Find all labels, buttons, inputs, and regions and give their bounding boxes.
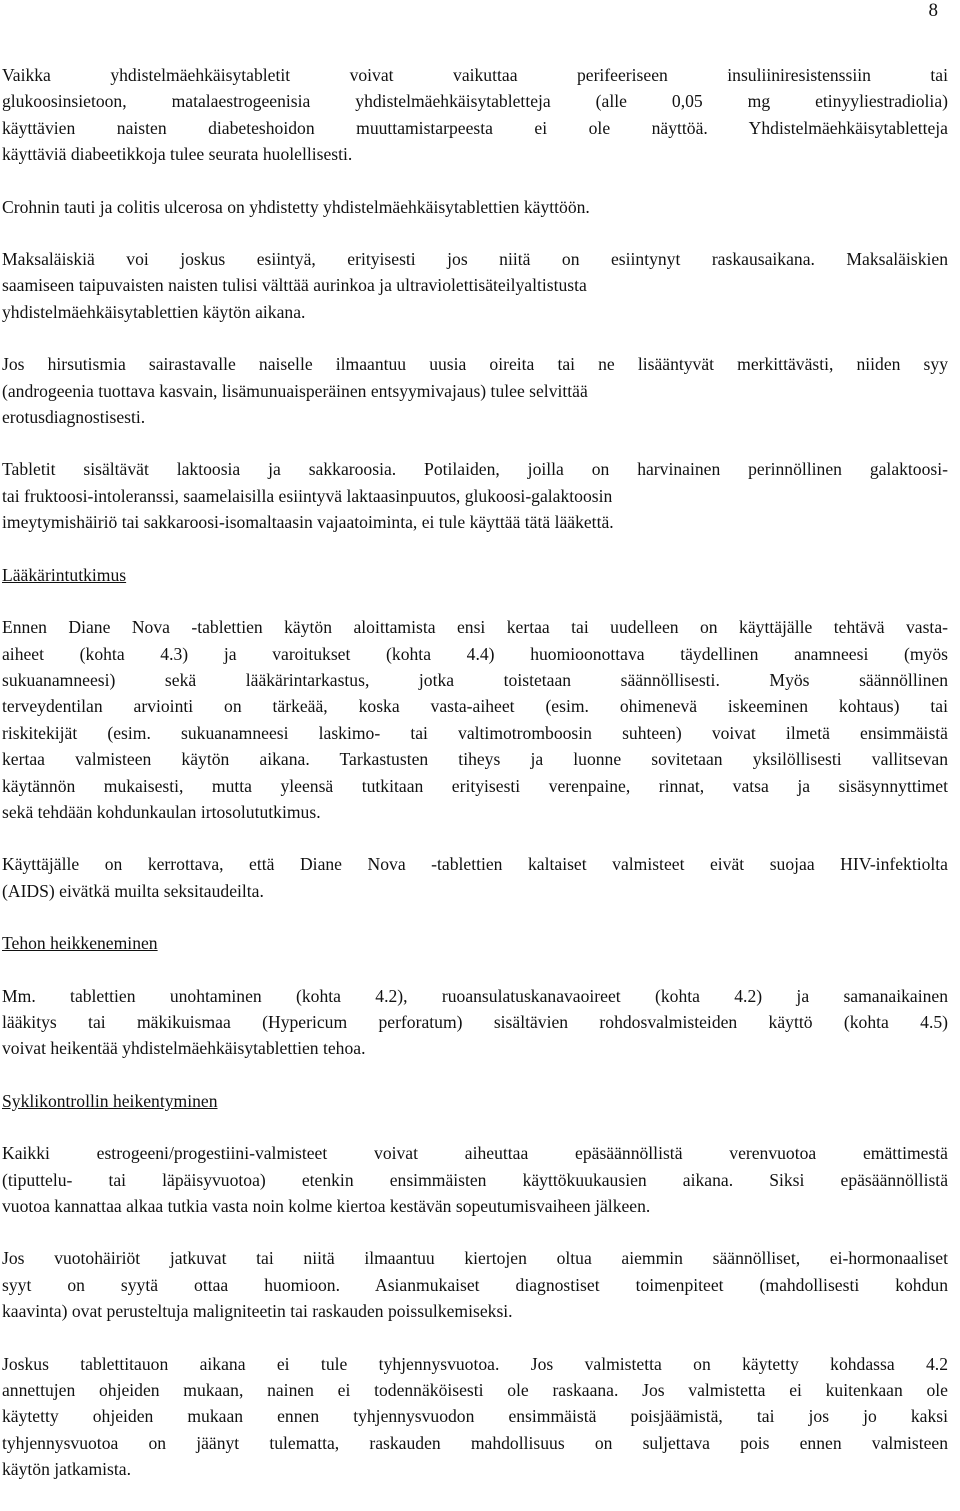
paragraph-tyhjennysvuoto <box>2 1351 948 1483</box>
text-line: Jos vuotohäiriöt jatkuvat tai niitä ilmaantuu kiertojen oltua aiemmin säännölliset, ei-hormonaaliset <box>2 1248 948 1269</box>
text-line: vuotoa kannattaa alkaa tutkia vasta noin kolme kiertoa kestävän sopeutumisvaiheen jälkeen. <box>2 1196 651 1216</box>
text-line: riskitekijät (esim. sukuanamneesi laskimo- tai valtimotromboosin suhteen) voivat ilmetä ensimmäistä <box>2 722 948 743</box>
text-line: käytännön mukaisesti, mutta yleensä tutkitaan erityisesti verenpaine, rinnat, vatsa ja sisäsynnyttimet <box>2 775 948 796</box>
section-heading-syklikontrolli: Syklikontrollin heikentyminen <box>2 1090 218 1111</box>
text-line: Mm. tablettien unohtaminen (kohta 4.2), ruoansulatuskanavaoireet (kohta 4.2) ja samanaikainen <box>2 985 948 1006</box>
text-line: Jos hirsutismia sairastavalle naiselle ilmaantuu uusia oireita tai ne lisääntyvät merkittävästi, niiden syy <box>2 354 948 375</box>
text-line: lääkitys tai mäkikuismaa (Hypericum perforatum) sisältävien rohdosvalmisteiden käyttö (kohta 4.5) <box>2 1011 948 1032</box>
text-line: Käyttäjälle on kerrottava, että Diane Nova -tablettien kaltaiset valmisteet eivät suojaa HIV-infektiolta <box>2 854 948 875</box>
paragraph-verenvuoto <box>2 1140 948 1219</box>
text-line: Kaikki estrogeeni/progestiini-valmisteet voivat aiheuttaa epäsäännöllistä verenvuotoa emättimestä <box>2 1143 948 1164</box>
text-line: saamiseen taipuvaisten naisten tulisi välttää aurinkoa ja ultraviolettisäteilyaltistusta <box>2 275 587 296</box>
text-line: käytetty ohjeiden mukaan ennen tyhjennysvuodon ensimmäistä poisjäämistä, tai jos jo kaksi <box>2 1406 948 1427</box>
text-line: Vaikka yhdistelmäehkäisytabletit voivat vaikuttaa perifeeriseen insuliiniresistenssiin tai <box>2 65 948 85</box>
text-line: Tabletit sisältävät laktoosia ja sakkaroosia. Potilaiden, joilla on harvinainen perinnöllinen galaktoosi- <box>2 459 948 480</box>
paragraph-vuotohairiot <box>2 1245 948 1324</box>
paragraph-hiv <box>2 851 948 904</box>
text-line: annettujen ohjeiden mukaan, nainen ei todennäköisesti ole raskaana. Jos valmistetta ei kuitenkaan ole <box>2 1380 948 1401</box>
document-body <box>2 62 948 1509</box>
text-line: käytön jatkamista. <box>2 1459 131 1480</box>
text-line: tyhjennysvuotoa on jäänyt tulematta, raskauden mahdollisuus on suljettava pois ennen valmisteen <box>2 1432 948 1453</box>
text-line: käyttäviä diabeetikkoja tulee seurata huolellisesti. <box>2 144 353 165</box>
text-line: yhdistelmäehkäisytablettien käytön aikana. <box>2 301 306 322</box>
text-line: Crohnin tauti ja colitis ulcerosa on yhdistetty yhdistelmäehkäisytablettien käyttöön. <box>2 196 590 217</box>
text-line: Joskus tablettitauon aikana ei tule tyhjennysvuotoa. Jos valmistetta on käytetty kohdassa 4.2 <box>2 1353 948 1374</box>
section-heading-laakarintutkimus: Lääkärintutkimus <box>2 564 127 585</box>
text-line: imeytymishäiriö tai sakkaroosi-isomaltaasin vajaatoiminta, ei tule käyttää tätä lääkettä. <box>2 512 614 533</box>
text-line: terveydentilan arviointi on tärkeää, koska vasta-aiheet (esim. ohimenevä iskeeminen kohtaus) tai <box>2 696 948 717</box>
text-line: sukuanamneesi) sekä lääkärintarkastus, jotka toistetaan säännöllisesti. Myös säännöllinen <box>2 669 948 690</box>
text-line: sekä tehdään kohdunkaulan irtosolututkimus. <box>2 801 321 822</box>
paragraph-crohn <box>2 194 948 220</box>
text-line: tai fruktoosi-intoleranssi, saamelaisilla esiintyvä laktaasinpuutos, glukoosi-galaktoosin <box>2 485 613 506</box>
page-number: 8 <box>928 0 938 21</box>
text-line: Ennen Diane Nova -tablettien käytön aloittamista ensi kertaa tai uudelleen on käyttäjälle tehtävä vasta- <box>2 617 948 638</box>
text-line: käyttävien naisten diabeteshoidon muuttamistarpeesta ei ole näyttöä. Yhdistelmäehkäisytabletteja <box>2 117 948 138</box>
text-line: aiheet (kohta 4.3) ja varoitukset (kohta 4.4) huomioonottava täydellinen anamneesi (myös <box>2 643 948 664</box>
text-line: (tiputtelu- tai läpäisyvuotoa) etenkin ensimmäisten käyttökuukausien aikana. Siksi epäsäännöllistä <box>2 1169 948 1190</box>
paragraph-maksalaiskia <box>2 246 948 325</box>
section-heading-tehon-heikkeneminen: Tehon heikkeneminen <box>2 933 158 954</box>
paragraph-laakarintutkimus <box>2 614 948 825</box>
paragraph-hirsutismi <box>2 351 948 430</box>
text-line: syyt on syytä ottaa huomioon. Asianmukaiset diagnostiset toimenpiteet (mahdollisesti kohdun <box>2 1274 948 1295</box>
text-line: erotusdiagnostisesti. <box>2 407 146 428</box>
text-line: (androgeenia tuottava kasvain, lisämunuaisperäinen entsyymivajaus) tulee selvittää <box>2 380 588 401</box>
text-line: kaavinta) ovat perusteltuja maligniteetin tai raskauden poissulkemiseksi. <box>2 1301 513 1322</box>
paragraph-diabetes <box>2 62 948 168</box>
paragraph-laktoosi <box>2 456 948 535</box>
text-line: Maksaläiskiä voi joskus esiintyä, erityisesti jos niitä on esiintynyt raskausaikana. Maksaläiskien <box>2 249 948 270</box>
paragraph-tehon <box>2 983 948 1062</box>
text-line: voivat heikentää yhdistelmäehkäisytablettien tehoa. <box>2 1038 366 1059</box>
text-line: glukoosinsietoon, matalaestrogeenisia yhdistelmäehkäisytabletteja (alle 0,05 mg etinyyliestradiolia) <box>2 91 948 112</box>
text-line: (AIDS) eivätkä muilta seksitaudeilta. <box>2 880 264 901</box>
text-line: kertaa valmisteen käytön aikana. Tarkastusten tiheys ja luonne sovitetaan yksilöllisesti vallitsevan <box>2 749 948 770</box>
